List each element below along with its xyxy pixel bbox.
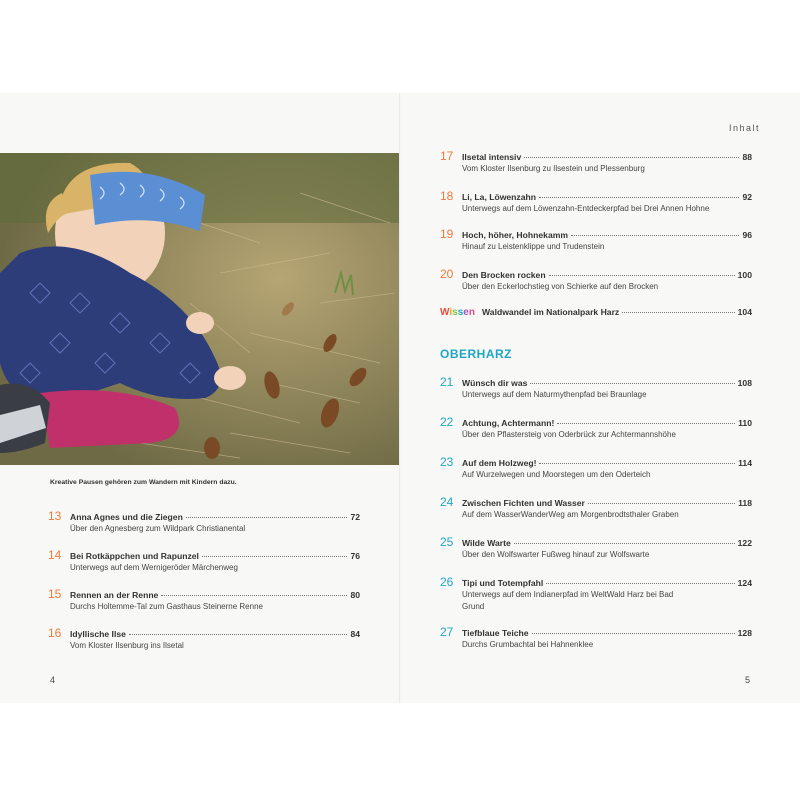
toc-page: 72 [350, 512, 360, 522]
toc-number: 20 [440, 267, 454, 281]
toc-page: 114 [738, 458, 752, 468]
toc-title: Rennen an der Renne [70, 590, 159, 600]
toc-entry-22[interactable] [440, 415, 752, 441]
toc-page: 118 [738, 498, 752, 508]
toc-number: 17 [440, 149, 454, 163]
toc-title: Idyllische Ilse [70, 629, 126, 639]
wissen-label: Wissen [440, 307, 475, 318]
page-gutter [399, 93, 401, 703]
toc-number: 21 [440, 375, 454, 389]
toc-subtitle: Durchs Grumbachtal bei Hahnenklee [462, 640, 594, 649]
toc-subtitle: Unterwegs auf dem Indianerpfad im WeltWald Harz bei Bad Grund [462, 590, 674, 611]
photo-child-with-pinecones [0, 153, 399, 465]
toc-number: 24 [440, 495, 454, 509]
toc-leader-dots [514, 543, 735, 544]
toc-entry-24[interactable] [440, 495, 752, 521]
toc-title: Achtung, Achtermann! [462, 418, 555, 428]
toc-entry-20[interactable] [440, 267, 752, 293]
toc-leader-dots [571, 235, 739, 236]
toc-leader-dots [549, 275, 735, 276]
toc-page: 110 [738, 418, 752, 428]
toc-leader-dots [539, 463, 735, 464]
toc-leader-dots [530, 383, 734, 384]
section-header-label: Inhalt [728, 123, 760, 133]
toc-page: 96 [742, 230, 752, 240]
toc-number: 25 [440, 535, 454, 549]
toc-leader-dots [202, 556, 348, 557]
toc-entry-23[interactable] [440, 455, 752, 481]
toc-subtitle: Vom Kloster Ilsenburg zu Ilsestein und Plessenburg [462, 164, 645, 173]
toc-entry-27[interactable] [440, 625, 752, 651]
toc-entry-wissen[interactable] [440, 307, 752, 321]
toc-subtitle: Über den Pflastersteig von Oderbrück zur Achtermannshöhe [462, 430, 676, 439]
toc-leader-dots [557, 423, 735, 424]
toc-entry-19[interactable] [440, 227, 752, 253]
toc-subtitle: Unterwegs auf dem Naturmythenpfad bei Braunlage [462, 390, 647, 399]
toc-leader-dots [539, 197, 739, 198]
toc-subtitle: Über den Wolfswarter Fußweg hinauf zur Wolfswarte [462, 550, 650, 559]
toc-title: Hoch, höher, Hohnekamm [462, 230, 569, 240]
toc-page: 84 [350, 629, 360, 639]
toc-entry-13[interactable] [48, 509, 360, 535]
toc-entry-26[interactable] [440, 575, 752, 613]
toc-left-column [48, 509, 360, 665]
toc-page: 88 [742, 152, 752, 162]
toc-page: 76 [350, 551, 360, 561]
toc-leader-dots [161, 595, 347, 596]
toc-page: 108 [737, 378, 752, 388]
toc-leader-dots [588, 503, 735, 504]
toc-number: 23 [440, 455, 454, 469]
toc-title: Den Brocken rocken [462, 270, 546, 280]
photo-illustration [0, 153, 399, 465]
toc-entry-21[interactable] [440, 375, 752, 401]
toc-page: 124 [737, 578, 752, 588]
toc-subtitle: Durchs Holtemme-Tal zum Gasthaus Steinerne Renne [70, 602, 263, 611]
toc-entry-16[interactable] [48, 626, 360, 652]
book-spread [0, 93, 800, 703]
page-number-left: 4 [50, 675, 56, 685]
toc-title: Wilde Warte [462, 538, 511, 548]
toc-subtitle: Unterwegs auf dem Löwenzahn-Entdeckerpfad bei Drei Annen Hohne [462, 204, 710, 213]
toc-title: Zwischen Fichten und Wasser [462, 498, 585, 508]
toc-subtitle: Unterwegs auf dem Wernigeröder Märchenweg [70, 563, 238, 572]
toc-title: Tiefblaue Teiche [462, 628, 529, 638]
toc-subtitle: Vom Kloster Ilsenburg ins Ilsetal [70, 641, 184, 650]
toc-number: 18 [440, 189, 454, 203]
toc-number: 26 [440, 575, 454, 589]
toc-page: 122 [737, 538, 752, 548]
toc-subtitle: Auf Wurzelwegen und Moorstegen um den Oderteich [462, 470, 651, 479]
toc-title: Auf dem Holzweg! [462, 458, 537, 468]
toc-entry-17[interactable] [440, 149, 752, 175]
toc-number: 27 [440, 625, 454, 639]
toc-subtitle: Auf dem WasserWanderWeg am Morgenbrodtsthaler Graben [462, 510, 679, 519]
toc-page: 92 [742, 192, 752, 202]
toc-leader-dots [129, 634, 348, 635]
toc-title: Wünsch dir was [462, 378, 528, 388]
toc-page: 100 [737, 270, 752, 280]
toc-number: 19 [440, 227, 454, 241]
section-heading-oberharz: OBERHARZ [440, 347, 512, 361]
toc-right-column [440, 149, 752, 651]
page-number-right: 5 [745, 675, 751, 685]
toc-subtitle: Über den Eckerlochstieg von Schierke auf den Brocken [462, 282, 659, 291]
toc-subtitle: Über den Agnesberg zum Wildpark Christianental [70, 524, 246, 533]
toc-subtitle: Hinauf zu Leistenklippe und Trudenstein [462, 242, 605, 251]
toc-entry-15[interactable] [48, 587, 360, 613]
toc-title: Anna Agnes und die Ziegen [70, 512, 183, 522]
toc-number: 15 [48, 587, 62, 601]
toc-title: Bei Rotkäppchen und Rapunzel [70, 551, 199, 561]
toc-leader-dots [186, 517, 348, 518]
toc-page: 80 [350, 590, 360, 600]
photo-caption: Kreative Pausen gehören zum Wandern mit Kindern dazu. [50, 479, 237, 486]
toc-number: 22 [440, 415, 454, 429]
toc-title: Waldwandel im Nationalpark Harz [482, 307, 620, 317]
toc-leader-dots [622, 312, 734, 313]
toc-number: 16 [48, 626, 62, 640]
toc-entry-25[interactable] [440, 535, 752, 561]
toc-title: Li, La, Löwenzahn [462, 192, 537, 202]
toc-leader-dots [524, 157, 739, 158]
toc-entry-18[interactable] [440, 189, 752, 215]
toc-leader-dots [532, 633, 735, 634]
toc-title: Ilsetal intensiv [462, 152, 522, 162]
toc-page: 104 [737, 307, 752, 317]
toc-leader-dots [546, 583, 734, 584]
toc-title: Tipi und Totempfahl [462, 578, 544, 588]
toc-entry-14[interactable] [48, 548, 360, 574]
toc-page: 128 [737, 628, 752, 638]
toc-number: 13 [48, 509, 62, 523]
toc-number: 14 [48, 548, 62, 562]
